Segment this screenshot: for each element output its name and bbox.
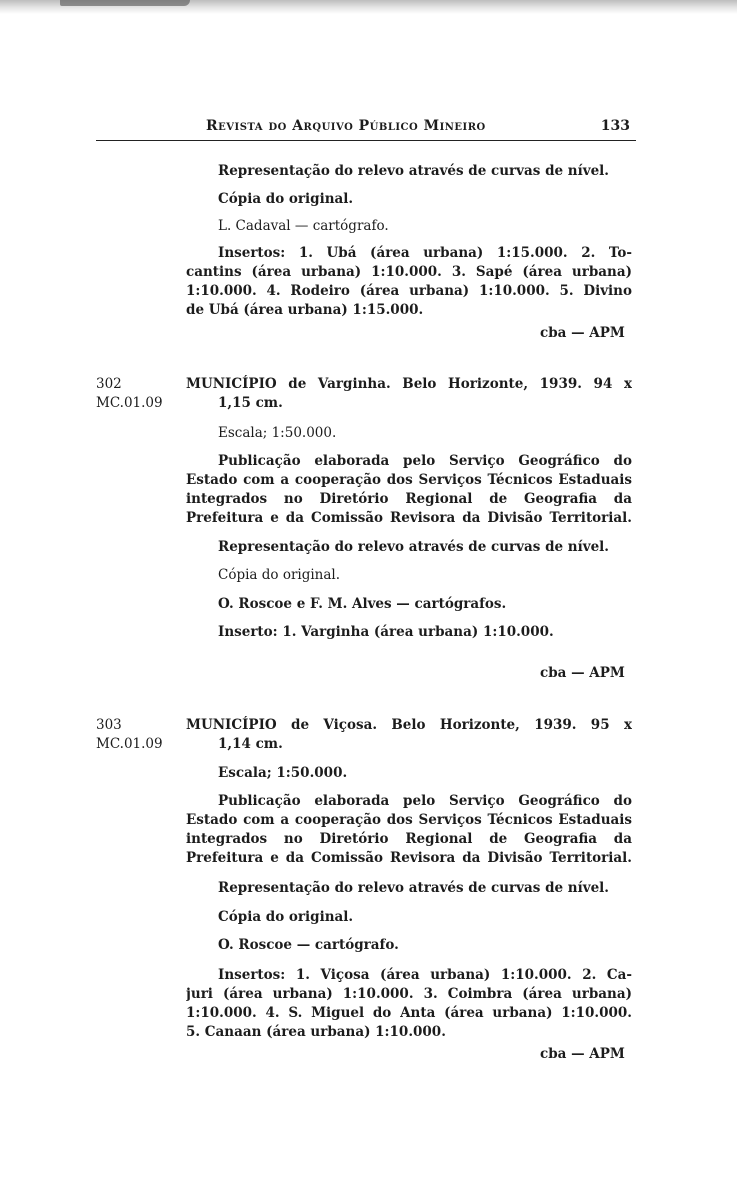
entry-303-pub-line: Estado com a cooperação dos Serviços Técnicos Estaduais (186, 812, 632, 828)
entry-303-insertos-line: juri (área urbana) 1:10.000. 3. Coimbra (área urbana) (186, 986, 632, 1002)
entry-303-copy: Cópia do original. (218, 909, 354, 925)
page-number: 133 (600, 118, 630, 134)
entry-303-insertos-line: Insertos: 1. Viçosa (área urbana) 1:10.000. 2. Ca- (218, 967, 632, 983)
entry-302-pub-line: Prefeitura e da Comissão Revisora da Divisão Territorial. (186, 510, 632, 526)
entry-303-title: MUNICÍPIO de Viçosa. Belo Horizonte, 1939. 95 x (186, 717, 632, 733)
page-top-edge (0, 0, 737, 14)
entry-302-dimensions: 1,15 cm. (218, 395, 283, 411)
entry-303-location: cba — APM (540, 1046, 625, 1062)
entry-302-code: MC.01.09 (96, 395, 163, 411)
entry-303-insertos-line: 5. Canaan (área urbana) 1:10.000. (186, 1024, 446, 1040)
entry-302-copy: Cópia do original. (218, 567, 341, 583)
entry-303-number: 303 (96, 717, 122, 733)
entry-302-authors: O. Roscoe e F. M. Alves — cartógrafos. (218, 596, 507, 612)
entry-302-relief: Representação do relevo através de curvas de nível. (218, 539, 609, 555)
scan-smudge (60, 0, 190, 6)
entry-303-pub-line: Publicação elaborada pelo Serviço Geográfico do (218, 793, 632, 809)
entry-302-pub-line: Estado com a cooperação dos Serviços Técnicos Estaduais (186, 472, 632, 488)
entry-302-scale: Escala; 1:50.000. (218, 425, 337, 441)
entry-303-pub-line: integrados no Diretório Regional de Geografia da (186, 831, 632, 847)
entry-303-insertos-line: 1:10.000. 4. S. Miguel do Anta (área urbana) 1:10.000. (186, 1005, 632, 1021)
entry-303-dimensions: 1,14 cm. (218, 736, 283, 752)
entry-301-location: cba — APM (540, 325, 625, 341)
entry-301-insertos-line: 1:10.000. 4. Rodeiro (área urbana) 1:10.000. 5. Divino (186, 283, 632, 299)
entry-303-code: MC.01.09 (96, 736, 163, 752)
entry-301-insertos-line: de Ubá (área urbana) 1:15.000. (186, 302, 424, 318)
running-header (96, 118, 636, 141)
entry-301-relief: Representação do relevo através de curvas de nível. (218, 163, 609, 179)
entry-301-author: L. Cadaval — cartógrafo. (218, 218, 389, 234)
entry-303-scale: Escala; 1:50.000. (218, 765, 348, 781)
entry-302-pub-line: integrados no Diretório Regional de Geografia da (186, 491, 632, 507)
entry-303-authors: O. Roscoe — cartógrafo. (218, 937, 399, 953)
entry-302-location: cba — APM (540, 665, 625, 681)
entry-302-title: MUNICÍPIO de Varginha. Belo Horizonte, 1939. 94 x (186, 376, 632, 392)
entry-302-inserto: Inserto: 1. Varginha (área urbana) 1:10.000. (218, 624, 554, 640)
entry-302-pub-line: Publicação elaborada pelo Serviço Geográfico do (218, 453, 632, 469)
entry-302-number: 302 (96, 376, 122, 392)
entry-301-copy: Cópia do original. (218, 191, 354, 207)
entry-303-pub-line: Prefeitura e da Comissão Revisora da Divisão Territorial. (186, 850, 632, 866)
entry-301-insertos-line: Insertos: 1. Ubá (área urbana) 1:15.000. 2. To- (218, 245, 632, 261)
entry-301-insertos-line: cantins (área urbana) 1:10.000. 3. Sapé (área urbana) (186, 264, 632, 280)
entry-303-relief: Representação do relevo através de curvas de nível. (218, 880, 609, 896)
journal-title: Revista do Arquivo Público Mineiro (206, 118, 486, 134)
